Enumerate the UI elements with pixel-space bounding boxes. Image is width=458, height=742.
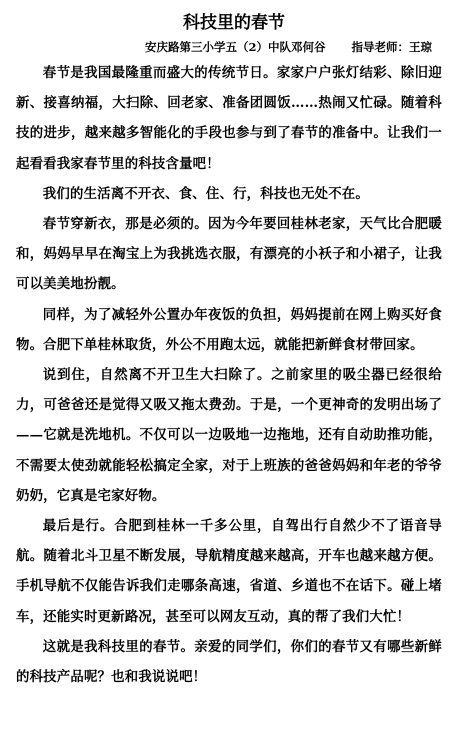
document [16, 10, 442, 692]
paragraph: 我们的生活离不开衣、食、住、行，科技也无处不在。 [42, 185, 369, 202]
byline [16, 36, 442, 58]
author-line: 安庆路第三小学五（2）中队邓何谷 [145, 40, 326, 54]
paragraph: 春节穿新衣，那是必须的。因为今年要回桂林老家，天气比合肥暖和，妈妈早早在淘宝上为我挑选衣服，有漂亮的小袄子和小裙子，让我可以美美地扮靓。 [16, 216, 442, 293]
paragraph: 同样，为了减轻外公置办年夜饭的负担，妈妈提前在网上购买好食物。合肥下单桂林取货，外公不用跑太远，就能把新鲜食材带回家。 [16, 306, 442, 353]
paragraph: 春节是我国最隆重而盛大的传统节日。家家户户张灯结彩、除旧迎新、接喜纳福，大扫除、回老家、准备团圆饭……热闹又忙碌。随着科技的进步，越来越多智能化的手段也参与到了春节的准备中。让我们一起看看我家春节里的科技含量吧！ [16, 65, 442, 172]
document-title: 科技里的春节 [183, 13, 285, 33]
teacher-line: 指导老师：王琼 [351, 40, 432, 54]
paragraph: 最后是行。合肥到桂林一千多公里，自驾出行自然少不了语音导航。随着北斗卫星不断发展，导航精度越来越高，开车也越来越方便。手机导航不仅能告诉我们走哪条高速，省道、乡道也不在话下。碰上堵车，还能实时更新路况，甚至可以网友互动，真的帮了我们大忙！ [16, 518, 442, 625]
paragraph: 这就是我科技里的春节。亲爱的同学们，你们的春节又有哪些新鲜的科技产品呢？也和我说说吧！ [16, 638, 442, 686]
paragraph: 说到住，自然离不开卫生大扫除了。之前家里的吸尘器已经很给力，可爸爸还是觉得又吸又拖太费劲。于是，一个更神奇的发明出场了——它就是洗地机。不仅可以一边吸地一边拖地，还有自动助推功能，不需要太使劲就能轻松搞定全家，对于上班族的爸爸妈妈和年老的爷爷奶奶，它真是宅家好物。 [16, 367, 442, 504]
